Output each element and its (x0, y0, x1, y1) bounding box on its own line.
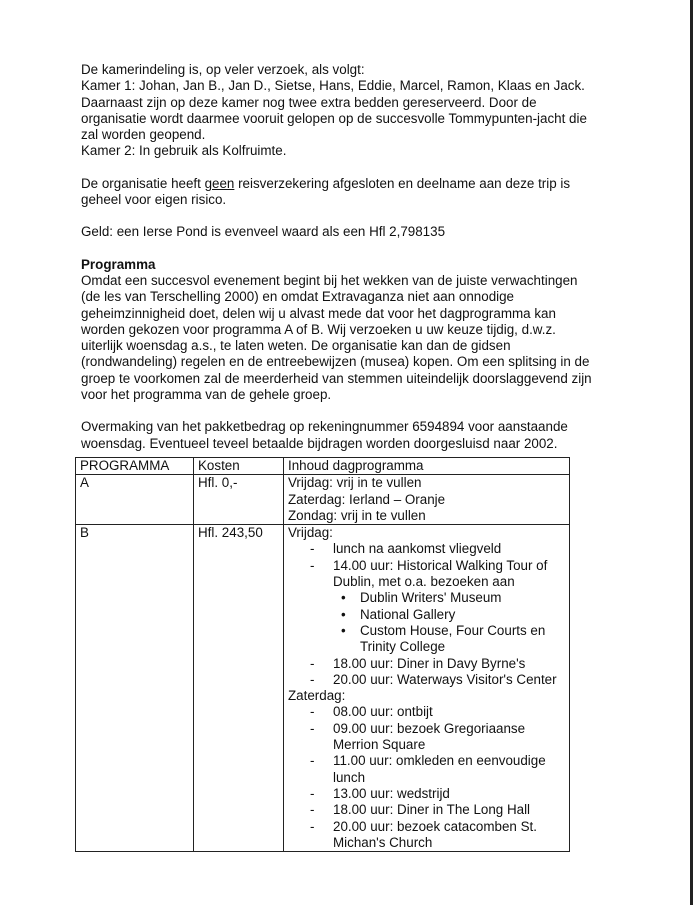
list-item: - 20.00 uur: Waterways Visitor's Center (288, 672, 569, 688)
list-item: - lunch na aankomst vliegveld (288, 541, 569, 557)
room-1: Kamer 1: Johan, Jan B., Jan D., Sietse, Hans, Eddie, Marcel, Ramon, Klaas en Jack. Daarnaast zijn op deze kamer nog twee extra bedden gereserveerd. Door de organisatie wordt daarmee vooruit gelopen op de succesvolle Tommypunten-jacht die zal worden geopend. (81, 78, 587, 143)
friday-list (288, 541, 569, 688)
program-a-friday: Vrijdag: vrij in te vullen (288, 475, 422, 491)
room-intro: De kamerindeling is, op veler verzoek, als volgt: (81, 62, 365, 77)
programma-heading: Programma (81, 256, 156, 272)
program-b-label: B (76, 525, 194, 852)
table-row-a (76, 475, 570, 525)
program-a-cost: Hfl. 0,- (194, 475, 284, 525)
program-table (75, 457, 570, 852)
list-item: - 11.00 uur: omkleden en eenvoudige lunch (288, 753, 569, 786)
list-item: - 18.00 uur: Diner in The Long Hall (288, 802, 569, 818)
room-2: Kamer 2: In gebruik als Kolfruimte. (81, 143, 287, 159)
header-programma: PROGRAMMA (76, 458, 194, 475)
header-kosten: Kosten (194, 458, 284, 475)
header-inhoud: Inhoud dagprogramma (284, 458, 570, 475)
list-item: • National Gallery (333, 607, 569, 623)
program-a-label: A (76, 475, 194, 525)
payment-note: Overmaking van het pakketbedrag op rekeningnummer 6594894 voor aanstaande woensdag. Eventueel teveel betaalde bijdragen worden doorgesluisd naar 2002. (81, 419, 568, 451)
friday-label: Vrijdag: (288, 525, 333, 541)
programma-body: Omdat een succesvol evenement begint bij het wekken van de juiste verwachtingen (de les van Terschelling 2000) en omdat Extravaganza niet aan onnodige geheimzinnigheid doet, delen wij u alvast mede dat voor het dagprogramma kan worden gekozen voor programma A of B. Wij verzoeken u uw keuze tijdig, d.w.z. uiterlijk woensdag a.s., te laten weten. De organisatie kan dan de gidsen (rondwandeling) regelen en de entreebewijzen (musea) kopen. Om een splitsing in de groep te voorkomen zal de meerderheid van stemmen uiteindelijk doorslaggevend zijn voor het programma van de gehele groep. (81, 272, 592, 403)
program-a-content (284, 475, 570, 525)
scan-edge (690, 0, 693, 905)
list-item: - 08.00 uur: ontbijt (288, 704, 569, 720)
money-note: Geld: een Ierse Pond is evenveel waard als een Hfl 2,798135 (81, 224, 446, 240)
saturday-label: Zaterdag: (288, 688, 346, 704)
program-b-content (284, 525, 570, 852)
program-a-saturday: Zaterdag: Ierland – Oranje (288, 491, 446, 507)
insurance-note: De organisatie heeft geen reisverzekering afgesloten en deelname aan deze trip is geheel voor eigen risico. (81, 175, 571, 208)
list-item: • Custom House, Four Courts en Trinity College (333, 623, 569, 656)
program-b-cost: Hfl. 243,50 (194, 525, 284, 852)
list-item: - 18.00 uur: Diner in Davy Byrne's (288, 656, 569, 672)
list-item: - 20.00 uur: bezoek catacomben St. Michan's Church (288, 819, 569, 852)
insurance-emphasis: geen (204, 175, 235, 191)
list-item: - 09.00 uur: bezoek Gregoriaanse Merrion Square (288, 721, 569, 754)
table-header-row (76, 458, 570, 475)
tour-stops-list (333, 590, 569, 655)
document-page (81, 62, 596, 452)
list-item: - 14.00 uur: Historical Walking Tour of Dublin, met o.a. bezoeken aan • Dublin Writers' Museum • National Gallery • Custom House, Four Courts en Trinity College (288, 558, 569, 656)
program-a-sunday: Zondag: vrij in te vullen (288, 507, 426, 523)
list-item: • Dublin Writers' Museum (333, 590, 569, 606)
saturday-list (288, 704, 569, 851)
table-row-b (76, 525, 570, 852)
list-item: - 13.00 uur: wedstrijd (288, 786, 569, 802)
